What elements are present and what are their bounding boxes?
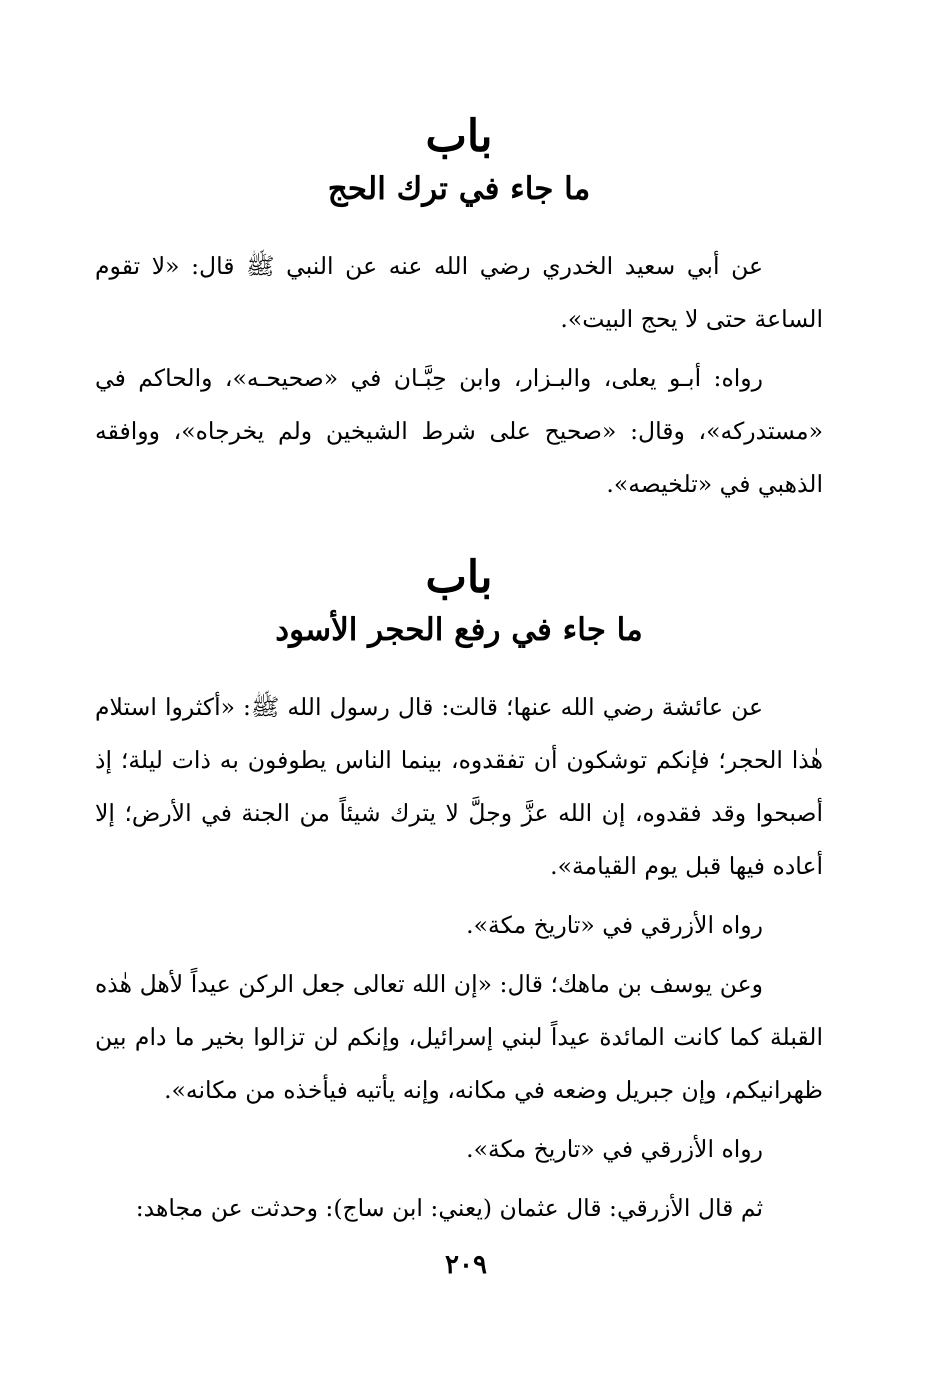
section-title: ما جاء في ترك الحج [327,171,591,207]
section-black-stone [95,549,823,1235]
narration-paragraph: رواه الأزرقي في «تاريخ مكة». [466,1135,763,1163]
narration-paragraph: ثم قال الأزرقي: قال عثمان (يعني: ابن ساج): وحدثت عن مجاهد: [135,1194,763,1222]
page-number: ٢٠٩ [445,1250,487,1280]
section-spacer [95,517,823,549]
section-heading: باب [425,111,493,162]
hadith-paragraph: عن عائشة رضي الله عنها؛ قالت: قال رسول الله ﷺ: «أكثروا استلام هٰذا الحجر؛ فإنكم توشكون أن تفقدوه، بينما الناس يطوفون به ذات ليلة؛ إذ أصبحوا وقد فقدوه، إن الله عزَّ وجلَّ لا يترك شيئاً من الجنة في الأرض؛ إلا أعاده فيها قبل يوم القيامة». [95,693,823,880]
section-heading: باب [425,552,493,603]
narration-paragraph: رواه: أبـو يعلى، والبـزار، وابن حِبَّـان في «صحيحـه»، والحاكم في «مستدركه»، وقال: «صحيح على شرط الشيخين ولم يخرجاه»، ووافقه الذهبي في «تلخيصه». [95,364,823,498]
hadith-paragraph: عن أبي سعيد الخدري رضي الله عنه عن النبي ﷺ قال: «لا تقوم الساعة حتى لا يحج البيت». [95,252,823,333]
narration-paragraph: رواه الأزرقي في «تاريخ مكة». [466,911,763,939]
page-body [95,108,823,1241]
section-leaving-hajj [95,108,823,511]
hadith-paragraph: وعن يوسف بن ماهك؛ قال: «إن الله تعالى جعل الركن عيداً لأهل هٰذه القبلة كما كانت المائدة عيداً لبني إسرائيل، وإنكم لن تزالوا بخير ما دام بين ظهرانيكم، وإن جبريل وضعه في مكانه، وإنه يأتيه فيأخذه من مكانه». [95,970,823,1104]
section-title: ما جاء في رفع الحجر الأسود [275,612,643,648]
